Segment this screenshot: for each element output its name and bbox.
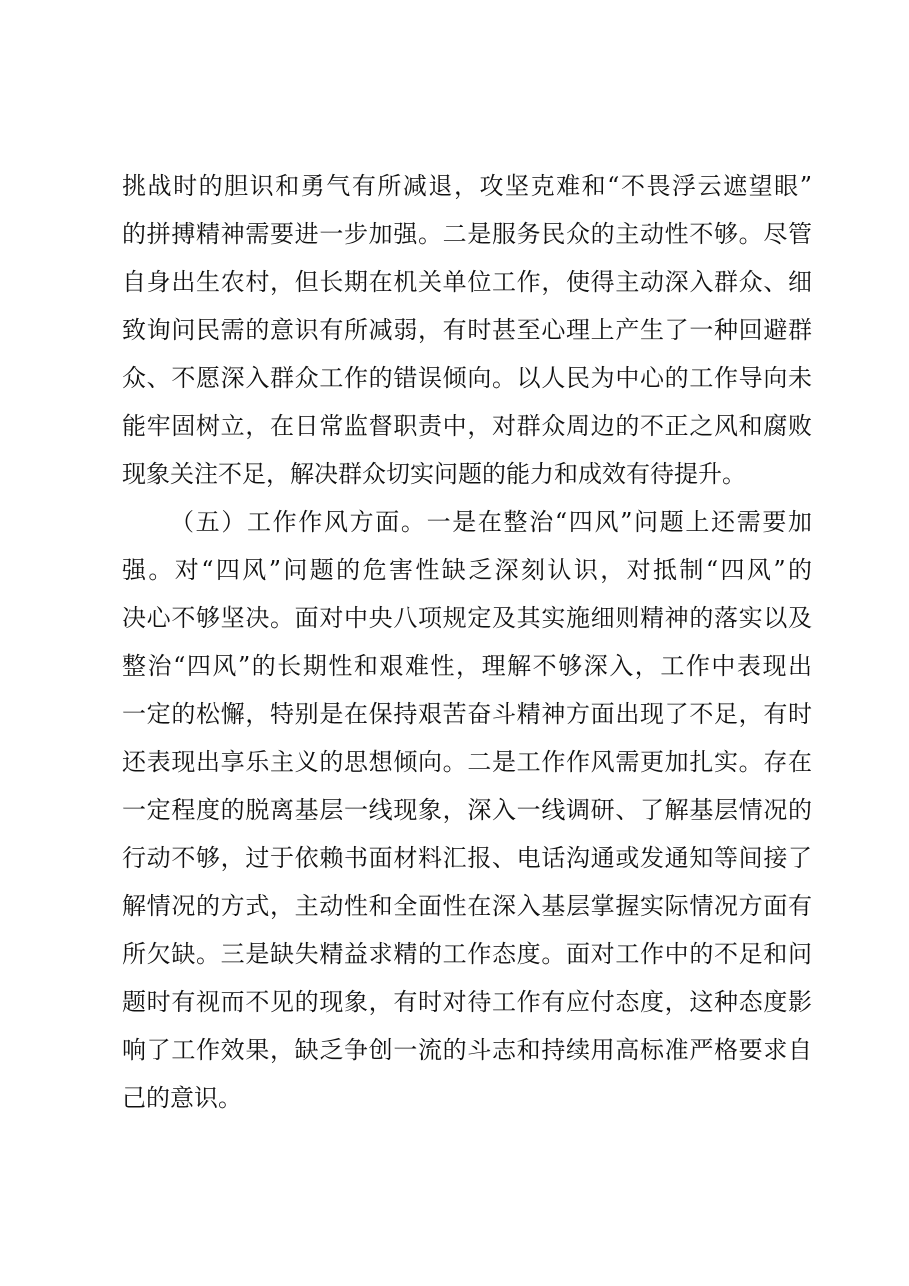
text-line: 行动不够，过于依赖书面材料汇报、电话沟通或发通知等间接了 [122, 844, 812, 872]
text-line: 所欠缺。三是缺失精益求精的工作态度。面对工作中的不足和问 [122, 940, 812, 968]
text-line: 致询问民需的意识有所减弱，有时甚至心理上产生了一种回避群 [122, 316, 812, 344]
text-line: 自身出生农村，但长期在机关单位工作，使得主动深入群众、细 [122, 268, 812, 296]
text-line: 决心不够坚决。面对中央八项规定及其实施细则精神的落实以及 [122, 604, 812, 632]
paragraph-end-line: 现象关注不足，解决群众切实问题的能力和成效有待提升。 [122, 460, 746, 488]
text-line: 一定的松懈，特别是在保持艰苦奋斗精神方面出现了不足，有时 [122, 700, 812, 728]
text-line: 强。对“四风”问题的危害性缺乏深刻认识，对抵制“四风”的 [122, 556, 812, 584]
text-line: 挑战时的胆识和勇气有所减退，攻坚克难和“不畏浮云遮望眼” [122, 172, 812, 200]
body-text [122, 162, 812, 1122]
text-line: 众、不愿深入群众工作的错误倾向。以人民为中心的工作导向未 [122, 364, 812, 392]
text-line: 题时有视而不见的现象，有时对待工作有应付态度，这种态度影 [122, 988, 812, 1016]
text-line: 的拼搏精神需要进一步加强。二是服务民众的主动性不够。尽管 [122, 220, 812, 248]
text-line: 还表现出享乐主义的思想倾向。二是工作作风需更加扎实。存在 [122, 748, 812, 776]
section-heading-line: （五）工作作风方面。一是在整治“四风”问题上还需要加 [170, 508, 812, 536]
text-line: 能牢固树立，在日常监督职责中，对群众周边的不正之风和腐败 [122, 412, 812, 440]
text-line: 响了工作效果，缺乏争创一流的斗志和持续用高标准严格要求自 [122, 1036, 812, 1064]
text-line: 整治“四风”的长期性和艰难性，理解不够深入，工作中表现出 [122, 652, 812, 680]
text-line: 解情况的方式，主动性和全面性在深入基层掌握实际情况方面有 [122, 892, 812, 920]
paragraph-end-line: 己的意识。 [122, 1084, 242, 1112]
text-line: 一定程度的脱离基层一线现象，深入一线调研、了解基层情况的 [122, 796, 812, 824]
